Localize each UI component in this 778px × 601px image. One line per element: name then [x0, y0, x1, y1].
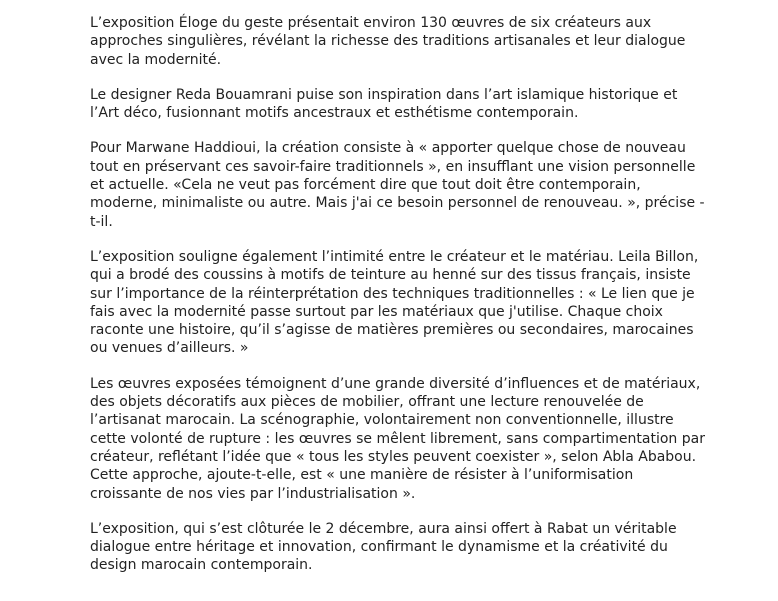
paragraph-marwane-haddioui	[90, 139, 705, 230]
paragraph-intro	[90, 14, 690, 69]
text-line: dialogue entre héritage et innovation, confirmant le dynamisme et la créativité du	[90, 539, 668, 556]
paragraph-scenography	[90, 375, 705, 503]
text-line: cette volonté de rupture : les œuvres se mêlent librement, sans compartimentation par	[90, 430, 705, 447]
text-line: ou venues d’ailleurs. »	[90, 340, 249, 357]
text-line: tout en préservant ces savoir-faire traditionnels », en insufflant une vision personnelle	[90, 158, 696, 175]
text-line: L’exposition, qui s’est clôturée le 2 décembre, aura ainsi offert à Rabat un véritable	[90, 520, 677, 537]
text-line: l’Art déco, fusionnant motifs ancestraux et esthétisme contemporain.	[90, 105, 579, 122]
text-line: avec la modernité.	[90, 51, 222, 68]
article-body	[90, 14, 705, 592]
text-line: L’exposition souligne également l’intimité entre le créateur et le matériau. Leila Billon,	[90, 248, 699, 265]
paragraph-reda-bouamrani	[90, 86, 690, 123]
text-line: croissante de nos vies par l’industrialisation ».	[90, 485, 416, 502]
text-line: Cette approche, ajoute-t-elle, est « une manière de résister à l’uniformisation	[90, 467, 634, 484]
paragraph-conclusion	[90, 520, 690, 575]
text-line: raconte une histoire, qu’il s’agisse de matières premières ou secondaires, marocaines	[90, 322, 694, 339]
text-line: L’exposition Éloge du geste présentait environ 130 œuvres de six créateurs aux	[90, 15, 652, 31]
text-line: design marocain contemporain.	[90, 557, 313, 574]
text-line: t-il.	[90, 213, 113, 230]
text-line: créateur, reflétant l’idée que « tous les styles peuvent coexister », selon Abla Ababou.	[90, 448, 697, 465]
text-line: des objets décoratifs aux pièces de mobilier, offrant une lecture renouvelée de	[90, 394, 644, 411]
text-line: et actuelle. «Cela ne veut pas forcément dire que tout doit être contemporain,	[90, 177, 641, 194]
text-line: qui a brodé des coussins à motifs de teinture au henné sur des tissus français, insiste	[90, 267, 691, 284]
text-line: fais avec la modernité passe surtout par les matériaux que j'utilise. Chaque choix	[90, 303, 663, 320]
text-line: moderne, minimaliste ou autre. Mais j'ai ce besoin personnel de renouveau. », précise -	[90, 195, 705, 212]
text-line: Pour Marwane Haddioui, la création consiste à « apporter quelque chose de nouveau	[90, 140, 686, 157]
text-line: sur l’importance de la réinterprétation des techniques traditionnelles : « Le lien que je	[90, 285, 695, 302]
text-line: l’artisanat marocain. La scénographie, volontairement non conventionnelle, illustre	[90, 412, 674, 429]
text-line: approches singulières, révélant la richesse des traditions artisanales et leur dialogue	[90, 33, 686, 50]
text-line: Le designer Reda Bouamrani puise son inspiration dans l’art islamique historique et	[90, 86, 678, 103]
paragraph-leila-billon	[90, 248, 699, 358]
text-line: Les œuvres exposées témoignent d’une grande diversité d’influences et de matériaux,	[90, 375, 701, 392]
